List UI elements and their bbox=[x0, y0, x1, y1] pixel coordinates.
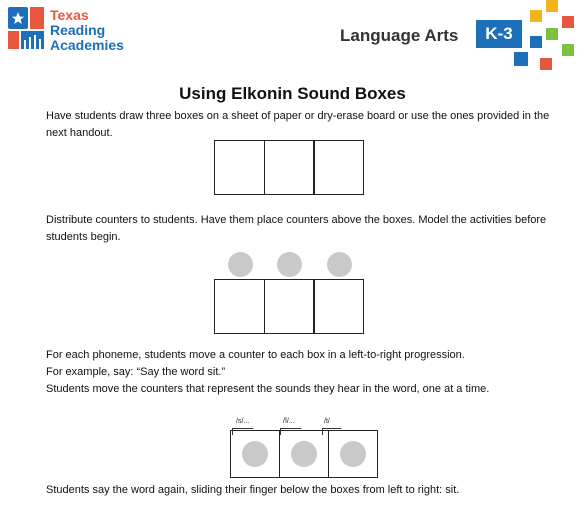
counter bbox=[291, 441, 317, 467]
decor-square bbox=[562, 16, 574, 28]
sound-box bbox=[214, 140, 265, 195]
phoneme-label-2: /ĭ/... bbox=[283, 418, 295, 425]
logo-text-reading: Reading bbox=[50, 22, 106, 38]
decor-square bbox=[530, 36, 542, 48]
logo-tile-orange bbox=[30, 7, 44, 29]
decor-square bbox=[530, 10, 542, 22]
texas-star-icon bbox=[8, 7, 28, 29]
decor-square bbox=[562, 44, 574, 56]
sound-boxes-empty bbox=[214, 140, 364, 195]
counter bbox=[228, 252, 253, 277]
grade-badge: K-3 bbox=[476, 20, 522, 48]
sound-boxes-sit bbox=[230, 430, 378, 478]
page-title: Using Elkonin Sound Boxes bbox=[179, 84, 406, 103]
logo-text-academies: Academies bbox=[50, 37, 124, 53]
instruction-paragraph-3-line-2: For example, say: “Say the word sit.” bbox=[46, 366, 226, 378]
phoneme-label-1: /s/... bbox=[236, 418, 250, 425]
sound-box bbox=[264, 279, 315, 334]
logo-tile-orange-small bbox=[8, 31, 19, 49]
logo-texas-star-tile bbox=[8, 7, 28, 29]
sound-box bbox=[231, 431, 280, 477]
instruction-paragraph-3-line-1: For each phoneme, students move a counter to each box in a left-to-right progression. bbox=[46, 349, 465, 361]
sound-box bbox=[280, 431, 329, 477]
sound-box bbox=[329, 431, 377, 477]
sound-box bbox=[313, 279, 364, 334]
decor-square bbox=[546, 0, 558, 12]
logo-text-texas: Texas bbox=[50, 7, 89, 23]
logo-books-icon bbox=[21, 31, 44, 49]
phoneme-label-3: /t/ bbox=[324, 418, 330, 425]
sound-box bbox=[264, 140, 315, 195]
decor-square bbox=[514, 52, 528, 66]
counter bbox=[242, 441, 268, 467]
instruction-paragraph-1: Have students draw three boxes on a sheet of paper or dry-erase board or use the ones provided in the next handout. bbox=[46, 110, 550, 139]
decor-square bbox=[546, 28, 558, 40]
instruction-paragraph-3-line-3: Students move the counters that represent the sounds they hear in the word, one at a time. bbox=[46, 383, 490, 395]
instruction-paragraph-4: Students say the word again, sliding their finger below the boxes from left to right: sit. bbox=[46, 484, 460, 496]
sound-box bbox=[214, 279, 265, 334]
sound-boxes-with-counters bbox=[214, 279, 364, 334]
sound-box bbox=[313, 140, 364, 195]
counter bbox=[327, 252, 352, 277]
decor-square bbox=[540, 58, 552, 70]
subject-label: Language Arts bbox=[340, 26, 459, 45]
instruction-paragraph-2: Distribute counters to students. Have them place counters above the boxes. Model the activities before students begin. bbox=[46, 214, 547, 243]
counter bbox=[277, 252, 302, 277]
counter bbox=[340, 441, 366, 467]
